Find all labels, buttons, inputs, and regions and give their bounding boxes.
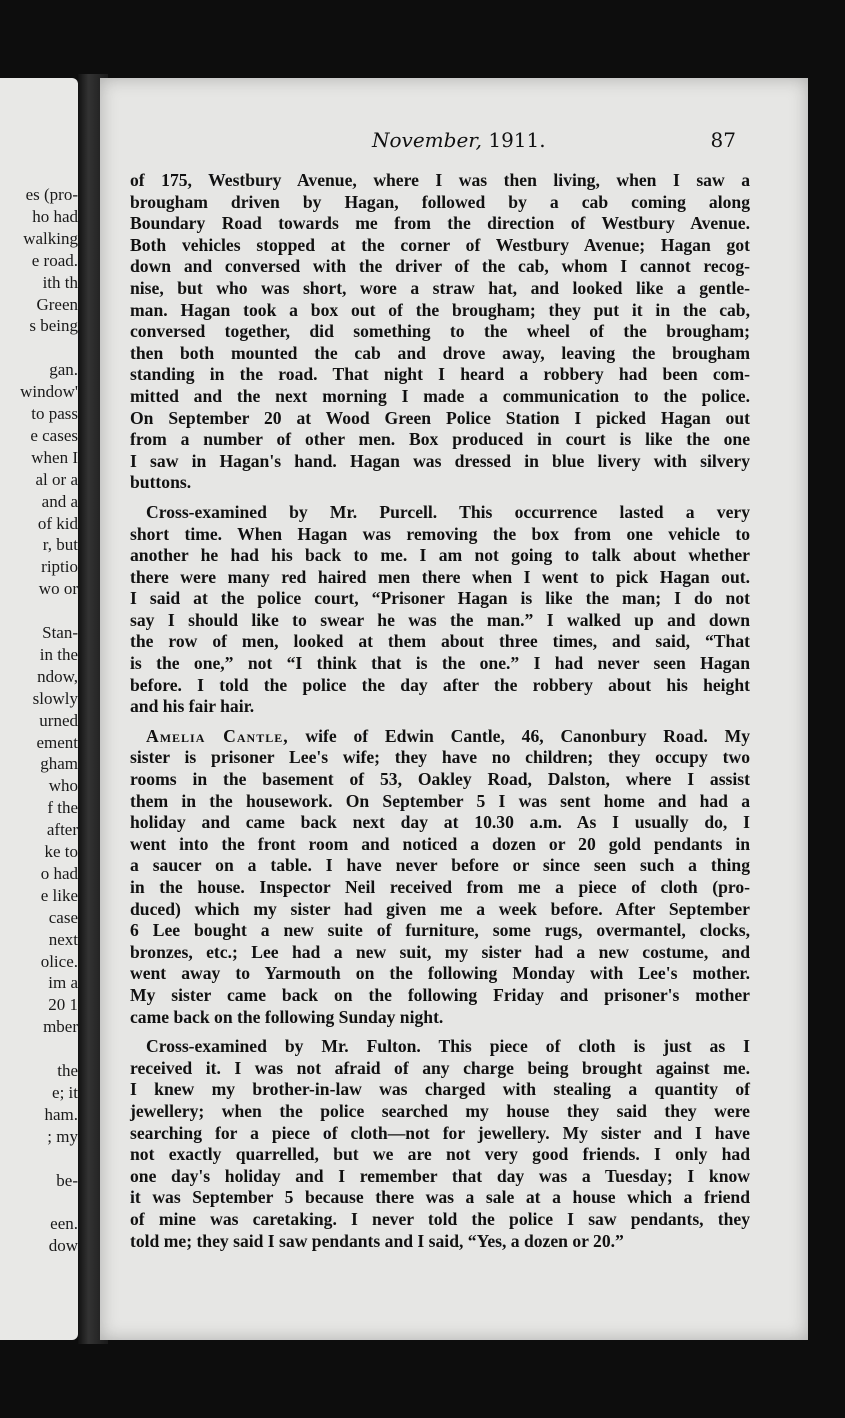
header-title	[372, 128, 546, 152]
left-page-fragment: im a	[48, 973, 78, 993]
paragraph	[130, 502, 750, 718]
paragraph-gap	[130, 494, 750, 502]
text-line	[130, 726, 750, 748]
text-line: mitted and the next morning I made a communication to the police.	[130, 385, 750, 406]
text-line: holiday and came back next day at 10.30 a.m. As I usually do, I	[130, 812, 750, 833]
text-line: My sister came back on the following Friday and prisoner's mother	[130, 984, 750, 1005]
left-page-fragment: al or a	[35, 469, 78, 489]
text-line: went into the front room and noticed a dozen or 20 gold pendants in	[130, 833, 750, 854]
left-page-fragment: when I	[31, 447, 78, 467]
text-line: came back on the following Sunday night.	[130, 1006, 444, 1027]
paragraph-gap	[130, 718, 750, 726]
left-page-fragment: ham.	[44, 1104, 78, 1124]
paragraph-gap	[130, 1028, 750, 1036]
text-line: of mine was caretaking. I never told the police I saw pendants, they	[130, 1208, 750, 1229]
text-line: sister is prisoner Lee's wife; they have no children; they occupy two	[130, 747, 750, 768]
text-line: them in the housework. On September 5 I was sent home and had a	[130, 790, 750, 811]
text-line: and his fair hair.	[130, 696, 255, 717]
text-line: short time. When Hagan was removing the box from one vehicle to	[130, 523, 750, 544]
left-page-fragment: e cases	[30, 425, 78, 445]
book-page	[100, 78, 808, 1340]
text-line: another he had his back to me. I am not going to talk about whether	[130, 545, 750, 566]
left-page-fragment: o had	[40, 863, 78, 883]
left-page-fragment: next	[48, 929, 78, 949]
left-page-fragment: 20 1	[48, 995, 78, 1015]
left-page-fragment: wo or	[38, 579, 78, 599]
text-line: jewellery; when the police searched my house they said they were	[130, 1100, 750, 1121]
text-line-rest: wife of Edwin Cantle, 46, Canonbury Road. My	[288, 725, 750, 746]
text-line: Cross-examined by Mr. Purcell. This occurrence lasted a very	[146, 501, 750, 522]
text-line: there were many red haired men there when I went to pick Hagan out.	[130, 566, 750, 587]
left-page-fragment: e road.	[31, 250, 78, 270]
left-page-fragment: ; my	[47, 1126, 78, 1146]
left-page-edge	[0, 78, 78, 1340]
text-line: told me; they said I saw pendants and I said, “Yes, a dozen or 20.”	[130, 1230, 624, 1251]
left-page-fragment: e like	[40, 885, 78, 905]
text-line: nise, but who was short, wore a straw hat, and looked like a gentle-	[130, 277, 750, 298]
text-line: a saucer on a table. I have never before or since seen such a thing	[130, 855, 750, 876]
left-page-fragment: slowly	[32, 688, 78, 708]
text-line: not exactly quarrelled, but we are not very good friends. I only had	[130, 1144, 750, 1165]
left-page-fragment: mber	[43, 1017, 78, 1037]
text-line: buttons.	[130, 472, 192, 493]
text-line: of 175, Westbury Avenue, where I was then living, when I saw a	[130, 170, 750, 190]
left-page-fragment: es (pro-	[25, 185, 78, 204]
text-line: one day's holiday and I remember that day was a Tuesday; I know	[130, 1165, 750, 1186]
text-line: down and conversed with the driver of the cab, whom I cannot recog-	[130, 256, 750, 277]
text-line: before. I told the police the day after the robbery about his height	[130, 674, 750, 695]
left-page-fragment: Green	[36, 294, 78, 314]
text-line: On September 20 at Wood Green Police Station I picked Hagan out	[130, 407, 750, 428]
left-page-fragment: walking	[23, 228, 78, 248]
left-page-fragment: ith th	[42, 272, 78, 292]
text-line: Both vehicles stopped at the corner of Westbury Avenue; Hagan got	[130, 234, 750, 255]
left-page-fragment: ndow,	[37, 666, 78, 686]
paragraph	[130, 170, 750, 494]
witness-name: Amelia Cantle,	[146, 725, 289, 746]
text-line: from a number of other men. Box produced in court is like the one	[130, 429, 750, 450]
paragraph	[130, 726, 750, 1028]
bottom-shadow	[0, 1352, 845, 1418]
left-page-fragment: ement	[36, 732, 78, 752]
left-page-fragment: to pass	[31, 404, 78, 423]
text-line: in the house. Inspector Neil received from me a piece of cloth (pro-	[130, 877, 750, 897]
left-page-fragment: Stan-	[42, 623, 78, 642]
text-line: then both mounted the cab and drove away, leaving the brougham	[130, 342, 750, 363]
left-page-fragment: een.	[50, 1214, 78, 1234]
left-page-fragment: urned	[39, 710, 78, 730]
header-month: November,	[372, 128, 482, 152]
left-page-fragment: s being	[29, 316, 78, 336]
text-line: Boundary Road towards me from the direction of Westbury Avenue.	[130, 213, 750, 234]
left-page-fragment: gham	[40, 754, 78, 774]
text-line: I said at the police court, “Prisoner Hagan is like the man; I do not	[130, 588, 750, 609]
text-line: it was September 5 because there was a sale at a house which a friend	[130, 1187, 750, 1208]
text-line: searching for a piece of cloth—not for jewellery. My sister and I have	[130, 1122, 750, 1143]
text-line: bronzes, etc.; Lee had a new suit, my sister had a new costume, and	[130, 941, 750, 962]
left-page-fragment: the	[57, 1061, 78, 1080]
left-page-fragment: after	[46, 820, 78, 840]
text-line: Cross-examined by Mr. Fulton. This piece of cloth is just as I	[146, 1036, 750, 1057]
text-line: man. Hagan took a box out of the brougham; they put it in the cab,	[130, 299, 750, 320]
left-page-fragment: ke to	[44, 842, 78, 861]
left-page-fragment: olice.	[40, 951, 78, 971]
left-page-fragment: be-	[56, 1170, 78, 1190]
left-page-fragment: ho had	[32, 206, 78, 226]
left-page-fragment: gan.	[49, 360, 78, 380]
left-page-fragment: window'	[20, 382, 78, 402]
body-text	[130, 170, 750, 1252]
left-page-fragment: of kid	[37, 513, 78, 533]
left-page-fragment: riptio	[41, 557, 78, 577]
left-page-fragment: e; it	[52, 1082, 78, 1102]
text-line: say I should like to swear he was the man.” I walked up and down	[130, 609, 750, 630]
text-line: rooms in the basement of 53, Oakley Road, Dalston, where I assist	[130, 769, 750, 790]
left-page-fragment: case	[48, 907, 78, 927]
running-header	[100, 128, 808, 158]
text-line: I saw in Hagan's hand. Hagan was dressed in blue livery with silvery	[130, 450, 750, 471]
text-line: conversed together, did something to the wheel of the brougham;	[130, 321, 750, 342]
left-page-fragment: in the	[39, 644, 78, 664]
text-line: went away to Yarmouth on the following Monday with Lee's mother.	[130, 963, 750, 984]
text-line: 6 Lee bought a new suite of furniture, some rugs, overmantel, clocks,	[130, 920, 750, 941]
left-page-fragment: dow	[48, 1236, 78, 1256]
text-line: received it. I was not afraid of any charge being brought against me.	[130, 1057, 750, 1078]
header-year: 1911.	[488, 128, 546, 152]
text-line: I knew my brother-in-law was charged with stealing a quantity of	[130, 1079, 750, 1100]
text-line: duced) which my sister had given me a week before. After September	[130, 898, 750, 919]
left-page-fragment: who	[48, 776, 78, 796]
left-page-fragment: r, but	[42, 535, 78, 555]
text-line: standing in the road. That night I heard a robbery had been com-	[130, 364, 750, 385]
page-number: 87	[710, 128, 736, 152]
text-line: is the one,” not “I think that is the one.” I had never seen Hagan	[130, 653, 750, 674]
left-page-fragment: f the	[47, 798, 78, 818]
paragraph	[130, 1036, 750, 1252]
left-page-fragment: and a	[41, 491, 78, 511]
text-line: brougham driven by Hagan, followed by a cab coming along	[130, 191, 750, 212]
text-line: the row of men, looked at them about three times, and said, “That	[130, 631, 750, 652]
